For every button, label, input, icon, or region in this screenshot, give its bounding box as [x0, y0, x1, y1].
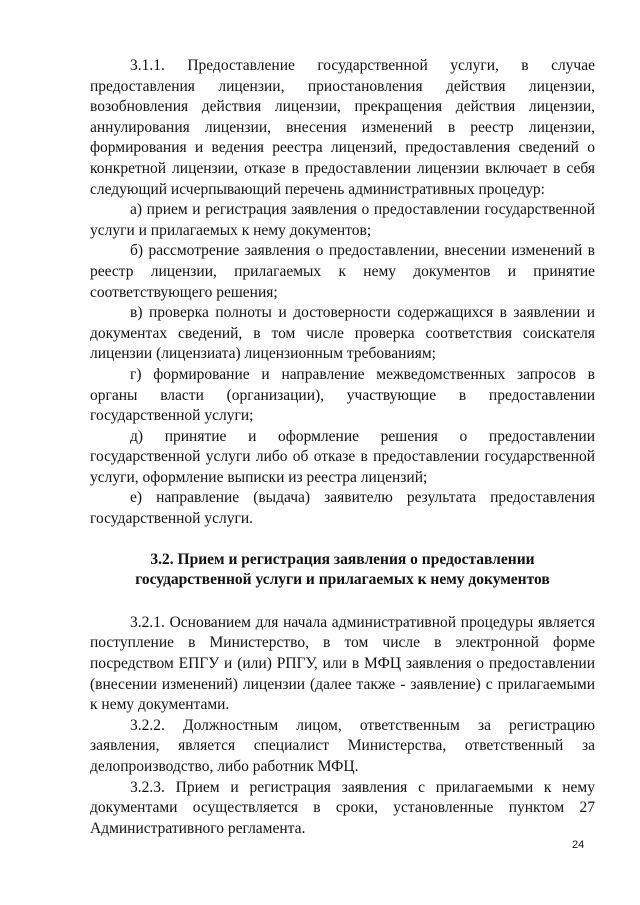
page-number: 24	[572, 839, 585, 851]
heading-line-1: 3.2. Прием и регистрация заявления о предоставлении	[150, 550, 535, 568]
paragraph-3-2-1: 3.2.1. Основанием для начала административной процедуры является поступление в Министерство, в том числе в электронной форме посредством ЕПГУ и (или) РПГУ, или в МФЦ заявления о предоставлении (внесении изменений) лицензии (далее также - заявление) с прилагаемыми к нему документами.	[90, 613, 595, 714]
section-3-1-1-intro: 3.1.1. Предоставление государственной услуги, в случае предоставления лицензии, приостановления действия лицензии, возобновления действия лицензии, прекращения действия лицензии, аннулирования лицензии, внесения изменений в реестр лицензии, формирования и ведения реестра лицензий, предоставления сведений о конкретной лицензии, отказе в предоставлении лицензии включает в себя следующий исчерпывающий перечень административных процедур:	[90, 57, 595, 198]
heading-line-2: государственной услуги и прилагаемых к нему документов	[135, 571, 550, 589]
document-page	[90, 56, 595, 839]
section-3-2-heading	[90, 550, 595, 591]
list-item-v: в) проверка полноты и достоверности содержащихся в заявлении и документах сведений, в том числе проверка соответствия соискателя лицензии (лицензиата) лицензионным требованиям;	[90, 304, 595, 363]
paragraph-3-2-3: 3.2.3. Прием и регистрация заявления с прилагаемыми к нему документами осуществляется в сроки, установленные пунктом 27 Административного регламента.	[90, 778, 595, 837]
list-item-a: а) прием и регистрация заявления о предоставлении государственной услуги и прилагаемых к нему документов;	[90, 201, 595, 239]
paragraph-3-2-2: 3.2.2. Должностным лицом, ответственным за регистрацию заявления, является специалист Министерства, ответственный за делопроизводство, либо работник МФЦ.	[90, 716, 595, 775]
spacer	[90, 530, 595, 550]
list-item-d: д) принятие и оформление решения о предоставлении государственной услуги либо об отказе в предоставлении государственной услуги, оформление выписки из реестра лицензий;	[90, 427, 595, 486]
spacer	[90, 591, 595, 613]
list-item-e: е) направление (выдача) заявителю результата предоставления государственной услуги.	[90, 489, 595, 528]
list-item-g: г) формирование и направление межведомственных запросов в органы власти (организации), участвующие в предоставлении государственной услуги;	[90, 365, 595, 425]
list-item-b: б) рассмотрение заявления о предоставлении, внесении изменений в реестр лицензии, прилагаемых к нему документов и принятие соответствующего решения;	[90, 242, 595, 301]
